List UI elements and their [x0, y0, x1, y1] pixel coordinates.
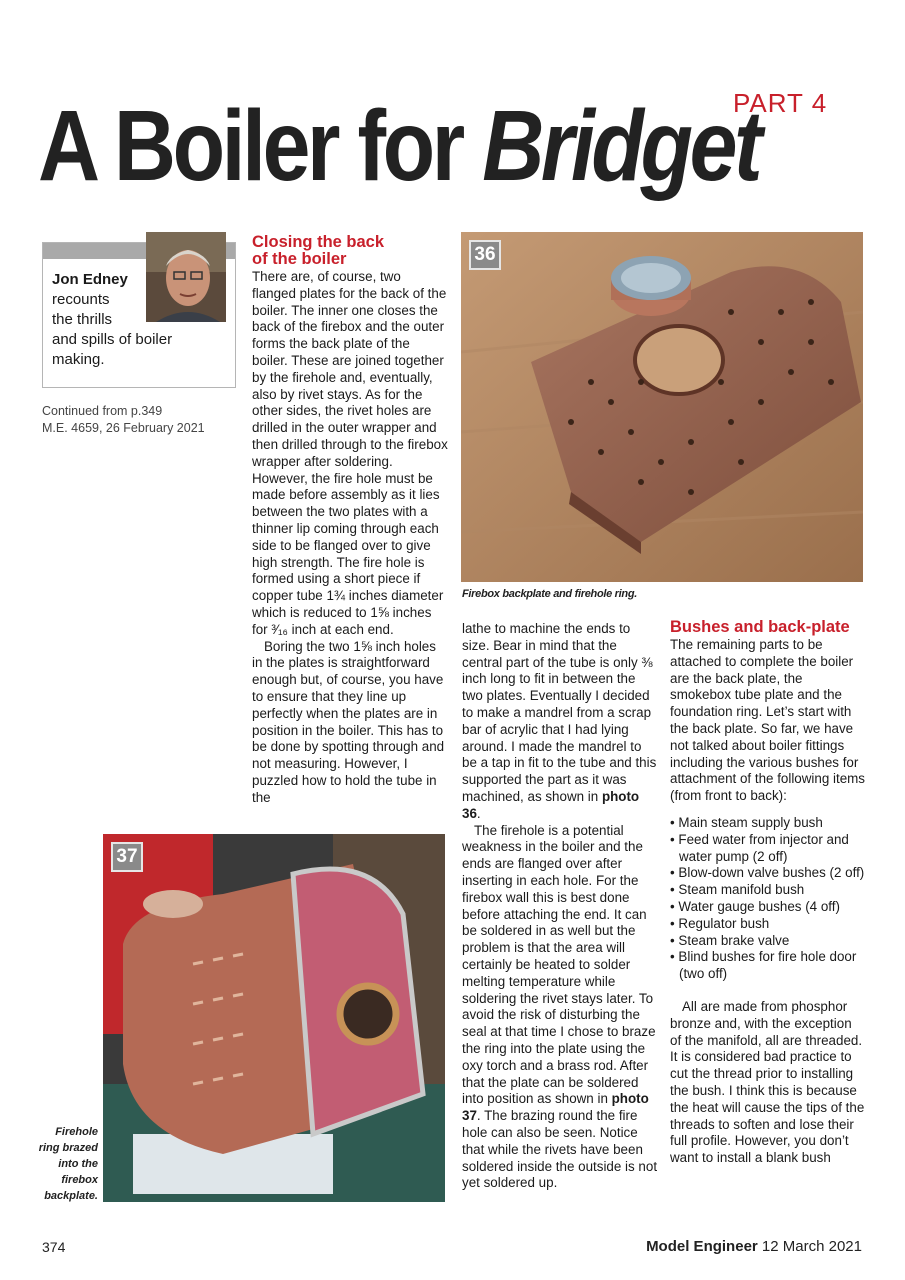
text-run: The firehole is a potential weakness in the boiler and the ends are flanged over after inserting in each hole. For the firebox wall this is best done before attaching the end. It can be soldered in as well but the problem is that the area will certainly be heated to solder melting temperature while soldering the rivet stays later. To avoid the risk of disturbing the seal at that time I chose to braze the ring into the plate using the oxy torch and a brass rod. After that the plate can be soldered into position as shown in	[462, 822, 656, 1107]
heading-line: Closing the back	[252, 233, 385, 251]
paragraph	[462, 621, 658, 823]
paragraph: There are, of course, two flanged plates for the back of the boiler. The inner one closes the back of the firebox and the outer forms the back plate of the boiler. These are joined together by the firehole and, eventually, also by rivet stays. As for the other sides, the rivet holes are drilled in the outer wrapper and then drilled through to the firebox wrapper after soldering. However, the fire hole must be made before assembly as it lies between the two plates with a thinner lip coming through each side to be flanged over to give high strength. The fire hole is formed using a short piece if copper tube 1¾ inches diameter which is reduced to 1⅝ inches for ³⁄₁₆ inch at each end.	[252, 269, 448, 637]
text-run: . The brazing round the fire hole can also be seen. Notice that while the rivets have been soldered inside the outside is not yet soldered up.	[462, 1108, 658, 1191]
list-item: • Main steam supply bush	[670, 815, 865, 832]
caption-line: firebox	[61, 1174, 98, 1186]
page-number: 374	[42, 1239, 66, 1255]
photo-36	[461, 232, 863, 582]
paragraph: The remaining parts to be attached to complete the boiler are the back plate, the smokebox tube plate and the foundation ring. Let’s start with the back plate. So far, we have not talked about boiler fittings including the various bushes for attachment of the following items (from front to back):	[670, 637, 866, 804]
photo-37-number: 37	[111, 842, 143, 872]
section-heading-bushes: Bushes and back-plate	[670, 618, 850, 636]
photo-ref: photo 37	[462, 1091, 649, 1124]
photo-37-caption	[38, 1124, 98, 1204]
body-column-2	[462, 621, 658, 1192]
caption-line: backplate.	[44, 1190, 98, 1202]
photo-36-number: 36	[469, 240, 501, 270]
list-item: • Steam brake valve	[670, 933, 865, 950]
continued-note	[42, 403, 232, 437]
title-main: A Boiler for	[38, 90, 483, 202]
paragraph: All are made from phosphor bronze and, with the exception of the manifold, all are threaded. It is considered bad practice to cut the thread prior to installing the bush. I think this is because the heat will cause the tips of the threads to soften and lose their full profile. However, you don’t want to install a blank bush	[670, 998, 865, 1166]
author-blurb-line: the thrills	[52, 311, 113, 328]
issue-date: 12 March 2021	[761, 1238, 862, 1255]
magazine-name: Model Engineer	[646, 1238, 758, 1255]
body-column-3	[670, 637, 865, 1167]
list-item: • Regulator bush	[670, 916, 865, 933]
photo-ref: photo 36	[462, 788, 640, 821]
title-italic: Bridget	[482, 90, 760, 202]
author-blurb-line: recounts	[52, 291, 110, 308]
list-item: • Blow-down valve bushes (2 off)	[670, 865, 865, 882]
author-blurb-line: and spills of boiler	[52, 331, 173, 348]
author-name: Jon Edney	[52, 271, 128, 288]
text-run: lathe to machine the ends to size. Bear in mind that the central part of the tube is only ⅜ inch long to fit in between the two plates. Eventually I decided to make a mandrel from a scrap bar of acrylic that I had lying around. I made the mandrel to be a tap in fit to the tube and this supported the part as it was machined, as shown in	[462, 621, 657, 804]
footer-publication	[646, 1238, 862, 1255]
list-item: • Water gauge bushes (4 off)	[670, 899, 865, 916]
caption-line: Firehole	[55, 1126, 98, 1138]
caption-line: into the	[58, 1158, 98, 1170]
caption-line: ring brazed	[38, 1142, 98, 1154]
author-blurb	[52, 270, 182, 370]
photo-37	[103, 834, 445, 1202]
list-item: • Steam manifold bush	[670, 882, 865, 899]
continued-from: Continued from p.349	[42, 404, 163, 418]
part-label: PART 4	[733, 88, 828, 118]
paragraph	[462, 823, 658, 1193]
text-run: .	[476, 805, 481, 821]
list-item: • Blind bushes for fire hole door (two off)	[670, 949, 865, 983]
author-blurb-line: making.	[52, 351, 105, 368]
title-text	[38, 90, 760, 202]
paragraph: Boring the two 1⅝ inch holes in the plates is straightforward enough but, of course, you have to ensure that they line up perfectly when the plates are in position in the boiler. This has to be done by spotting through and not measuring. However, I puzzled how to hold the tube in the	[252, 638, 445, 805]
bush-list	[670, 815, 865, 983]
section-heading-closing-back	[252, 234, 412, 268]
heading-line: of the boiler	[252, 250, 347, 268]
previous-issue: M.E. 4659, 26 February 2021	[42, 421, 205, 435]
photo-36-caption: Firebox backplate and firehole ring.	[462, 588, 638, 600]
body-column-1	[252, 269, 448, 807]
list-item: • Feed water from injector and water pump (2 off)	[670, 832, 865, 866]
article-title	[38, 88, 868, 202]
